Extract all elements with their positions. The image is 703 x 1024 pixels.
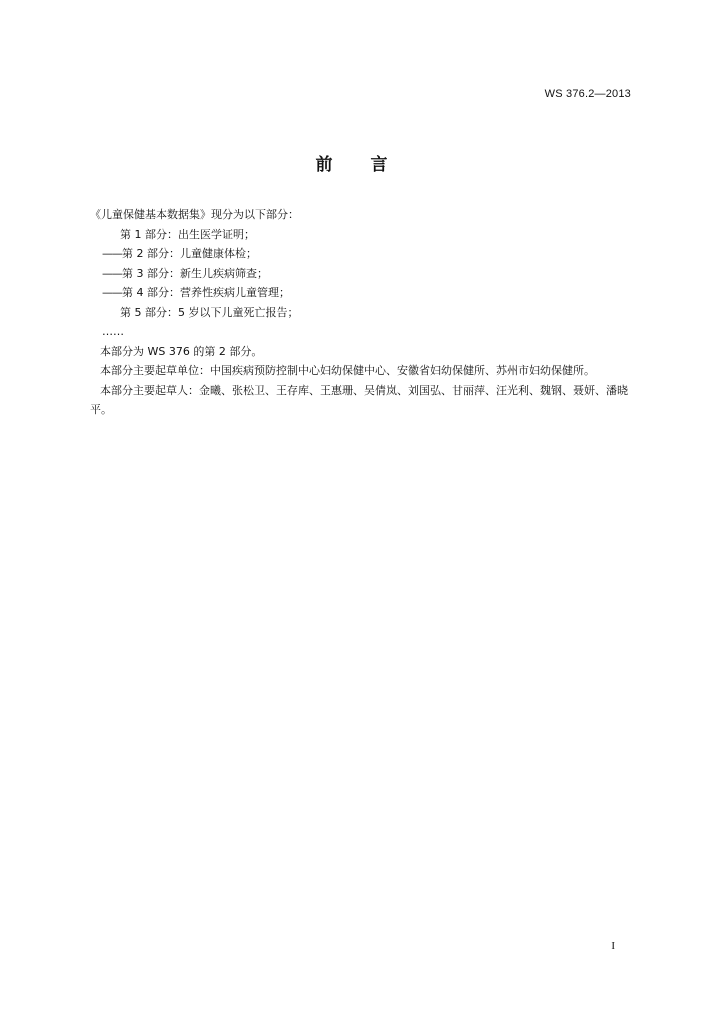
ellipsis-line: …… [102,325,124,338]
standard-code: WS 376.2—2013 [544,88,631,100]
intro-line: 《儿童保健基本数据集》现分为以下部分： [90,208,299,221]
foreword-heading [0,150,703,175]
part-text: 第 4 部分：营养性疾病儿童管理； [122,286,290,299]
part-prefix: —— [102,247,122,260]
part-list-item [90,244,635,264]
part-list-item [90,283,635,303]
part-text: 第 3 部分：新生儿疾病筛查； [122,266,268,280]
part-prefix: —— [102,286,122,299]
part-text: 第 2 部分：儿童健康体检； [122,247,257,260]
part-list-item [90,264,635,284]
part-list-item [90,303,635,323]
heading-char-1: 前 [315,155,333,175]
part-text: 第 1 部分：出生医学证明； [120,227,255,241]
paragraph-drafting-units: 本部分主要起草单位：中国疾病预防控制中心妇幼保健中心、安徽省妇幼保健所、苏州市妇幼保健所。 [100,364,595,377]
page-number: I [611,940,615,952]
part-list-item [90,225,635,245]
heading-char-2: 言 [370,155,388,175]
part-prefix: —— [102,266,122,280]
foreword-body [90,205,635,420]
paragraph-drafters: 本部分主要起草人：金曦、张松卫、王存库、王惠珊、吴倩岚、刘国弘、甘丽萍、汪光利、魏钢、聂妍、潘晓平。 [90,383,628,416]
part-text: 第 5 部分：5 岁以下儿童死亡报告； [120,305,299,319]
paragraph-this-part: 本部分为 WS 376 的第 2 部分。 [100,344,263,358]
